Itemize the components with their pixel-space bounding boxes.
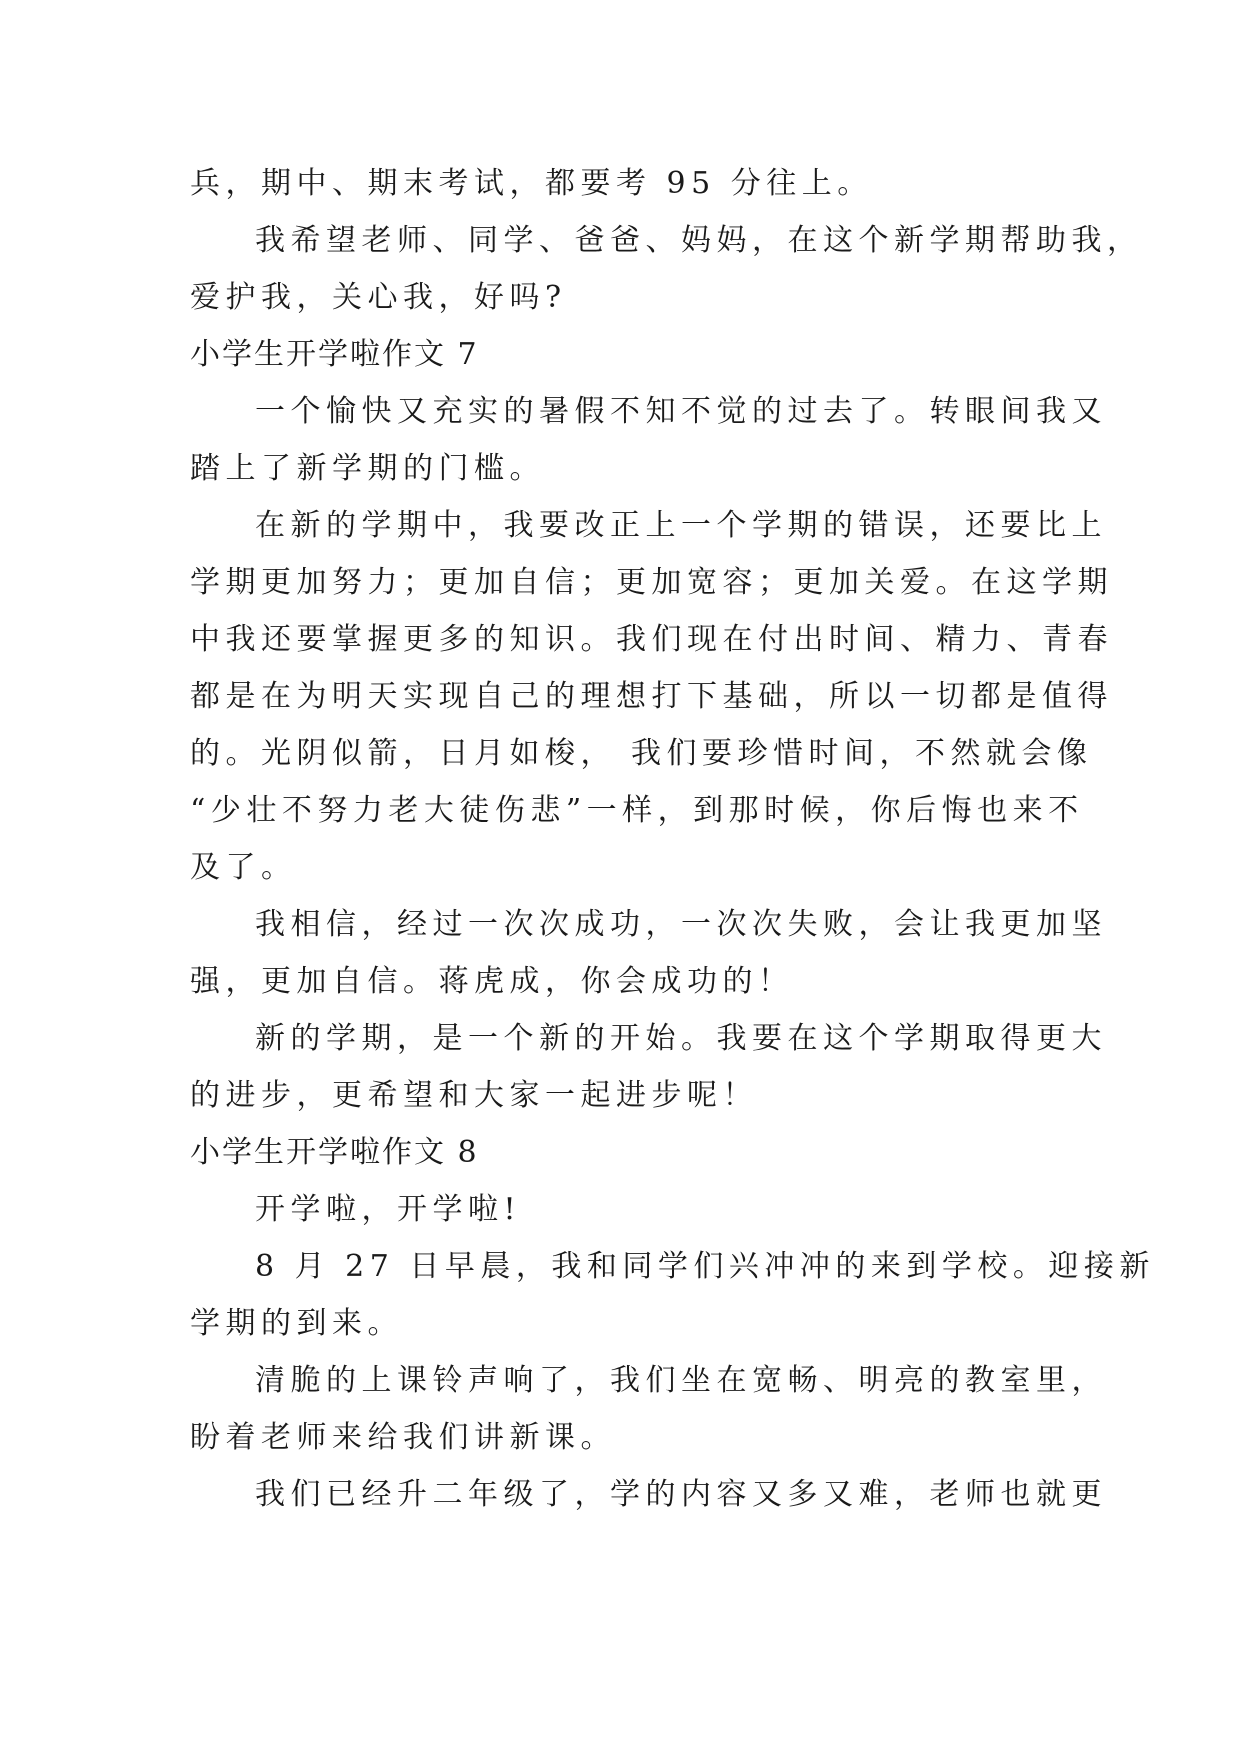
paragraph-line: 我们已经升二年级了，学的内容又多又难，老师也就更: [255, 1477, 1107, 1512]
text-line: 及了。: [190, 850, 297, 885]
text-line: 中我还要掌握更多的知识。我们现在付出时间、精力、青春: [190, 622, 1113, 657]
text-line: 学期的到来。: [190, 1306, 403, 1341]
paragraph-line: 新的学期，是一个新的开始。我要在这个学期取得更大: [255, 1021, 1107, 1056]
paragraph-line: 8 月 27 日早晨，我和同学们兴冲冲的来到学校。迎接新: [255, 1249, 1155, 1284]
section-heading: 小学生开学啦作文 7: [190, 337, 479, 372]
text-line: 盼着老师来给我们讲新课。: [190, 1420, 616, 1455]
paragraph-line: 我希望老师、同学、爸爸、妈妈，在这个新学期帮助我，: [255, 223, 1143, 258]
text-line: 兵，期中、期末考试，都要考 95 分往上。: [190, 166, 873, 201]
paragraph-line: 一个愉快又充实的暑假不知不觉的过去了。转眼间我又: [255, 394, 1107, 429]
paragraph-line: 开学啦，开学啦!: [255, 1192, 522, 1227]
text-line: 都是在为明天实现自己的理想打下基础，所以一切都是值得: [190, 679, 1113, 714]
paragraph-line: 清脆的上课铃声响了，我们坐在宽畅、明亮的教室里，: [255, 1363, 1107, 1398]
paragraph-line: 在新的学期中，我要改正上一个学期的错误，还要比上: [255, 508, 1107, 543]
text-line: 学期更加努力；更加自信；更加宽容；更加关爱。在这学期: [190, 565, 1113, 600]
text-line: 强，更加自信。蒋虎成，你会成功的！: [190, 964, 794, 999]
text-line: “少壮不努力老大徒伤悲”一样，到那时候，你后悔也来不: [190, 793, 1084, 828]
paragraph-line: 我相信，经过一次次成功，一次次失败，会让我更加坚: [255, 907, 1107, 942]
text-line: 爱护我，关心我，好吗?: [190, 280, 567, 315]
text-line: 的。光阴似箭，日月如梭， 我们要珍惜时间，不然就会像: [190, 736, 1093, 771]
text-line: 的进步，更希望和大家一起进步呢！: [190, 1078, 758, 1113]
text-line: 踏上了新学期的门槛。: [190, 451, 545, 486]
section-heading: 小学生开学啦作文 8: [190, 1135, 479, 1170]
